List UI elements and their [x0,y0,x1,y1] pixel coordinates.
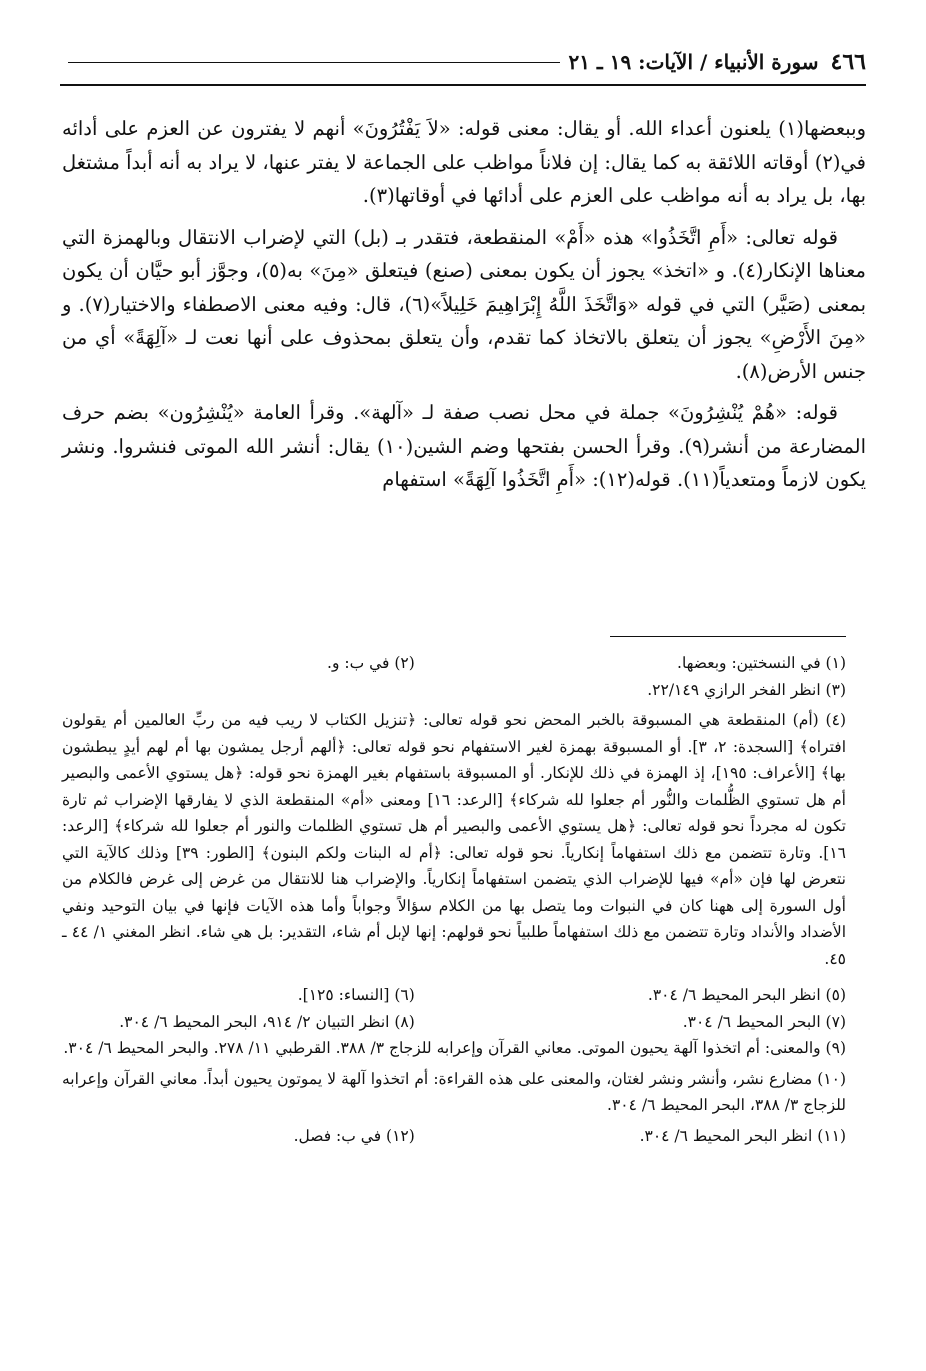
footnote-6: (٦) [النساء: ١٢٥]. [297,986,415,1004]
footnote-row [62,650,846,677]
footnote-8: (٨) انظر التبيان ٢/ ٩١٤، البحر المحيط ٦/ ٣٠٤. [119,1012,415,1031]
paragraph-1: وببعضها(١) يلعنون أعداء الله. أو يقال: معنى قوله: «لاَ يَفْتُرُونَ» أنهم لا يفترون عن العزم على أدائه في(٢) أوقاته اللائقة به كما يقال: إن فلاناً مواظب على الجماعة لا يفتر عنها، لا يراد به أنه أبداً مشتغل بها، بل يراد به أنه مواظب على العزم على أدائها في أوقاتها(٣). [62,117,866,207]
footnote-12: (١٢) في ب: فصل. [293,1126,415,1145]
footnote-3: (٣) انظر الفخر الرازي ٢٢/١٤٩. [647,680,846,699]
footnote-row [62,1123,846,1150]
page-number: ٤٦٦ [830,49,866,75]
header-rule [68,62,560,63]
page-header [60,40,866,86]
main-text [62,112,866,505]
chapter-title: سورة الأنبياء / الآيات: ١٩ ـ ٢١ [568,50,819,74]
footnote-1: (١) في النسختين: وبعضها. [677,654,846,672]
paragraph-2: قوله تعالى: «أَمِ اتَّخَذُوا» هذه «أَمْ» المنقطعة، فتقدر بـ (بل) التي لإضراب الانتقال وبالهمزة التي معناها الإنكار(٤). و «اتخذ» يجوز أن يكون بمعنى (صنع) فيتعلق «مِنَ» به(٥)، وجوَّز أبو حيَّان أن يكون بمعنى (صَيَّر) التي في قوله «وَاتَّخَذَ اللَّهُ إِبْرَاهِيمَ خَلِيلاً»(٦)، قال: وفيه معنى الاصطفاء والاختيار(٧). و «مِنَ الأَرْضِ» يجوز أن يتعلق بالاتخاذ كما تقدم، وأن يتعلق بمحذوف على أنها نعت لـ «آلِهَةً» أي من جنس الأرض(٨). [62,225,866,383]
footnote-11: (١١) انظر البحر المحيط ٦/ ٣٠٤. [639,1126,846,1145]
footnote-5: (٥) انظر البحر المحيط ٦/ ٣٠٤. [647,986,846,1004]
footnote-4: (٤) (أم) المنقطعة هي المسبوقة بالخبر المحض نحو قوله تعالى: ﴿تنزيل الكتاب لا ريب فيه من ربِّ العالمين أم يقولون افتراه﴾ [السجدة: ٢، ٣]. أو المسبوقة بهمزة لغير الاستفهام نحو قوله تعالى: ﴿ألهم أرجل يمشون بها أم لهم أيدٍ يبطشون بها﴾ [الأعراف: ١٩٥]، إذ الهمزة في ذلك للإنكار. أو المسبوقة باستفهام بغير الهمزة نحو قوله: ﴿هل يستوي الأعمى والبصير أم هل تستوي الظُّلمات والنُّور أم جعلوا لله شركاء﴾ [الرعد: ١٦] ومعنى «أم» المنقطعة الذي لا يفارقها الإضراب ثم تارة تكون له مجرداً نحو قوله تعالى: ﴿هل يستوي الأعمى والبصير أم هل تستوي الظلمات والنور أم جعلوا لله شركاء﴾ [الرعد: ١٦]. وتارة تتضمن مع ذلك استفهاماً إنكارياً. نحو قوله تعالى: ﴿أم له البنات ولكم البنون﴾ [الطور: ٣٩] وذلك كالآية التي نتعرض لها فإن «أم» فيها للإضراب الذي يتضمن استفهاماً إنكارياً. والإضراب هنا للانتقال من غرض إلى غرض فالكلام من أول السورة إلى ههنا كان في النبوات وما يتصل بها من الكلام سؤالاً وجواباً وأما هذه الآيات فإنها في بيان التوحيد ونفي الأضداد والأنداد وتارة تتضمن مع ذلك استفهاماً طلبياً نحو قولهم: إنها لإبل أم شاء، التقدير: بل هي شاء. انظر المغني ١/ ٤٤ ـ ٤٥. [62,711,847,968]
footnote-separator [610,636,846,637]
footnote-7: (٧) البحر المحيط ٦/ ٣٠٤. [682,1012,846,1031]
footnote-row [62,982,846,1009]
paragraph-3: قوله: «هُمْ يُنْشِرُونَ» جملة في محل نصب صفة لـ «آلهة». وقرأ العامة «يُنْشِرُون» بضم حرف المضارعة من أنشر(٩). وقرأ الحسن بفتحها وضم الشين(١٠) يقال: أنشر الله الموتى فنشروا. ونشر يكون لازماً ومتعدياً(١١). قوله(١٢): «أَمِ اتَّخَذُوا آلِهَةً» استفهام [62,401,866,491]
footnote-10: (١٠) مضارع نشر، وأنشر ونشر لغتان، والمعنى على هذه القراءة: أم اتخذوا آلهة لا يموتون يحيون أبداً. معاني القرآن وإعرابه للزجاج ٣/ ٣٨٨، البحر المحيط ٦/ ٣٠٤. [62,1069,846,1114]
footnotes [62,650,846,1149]
footnote-9: (٩) والمعنى: أم اتخذوا آلهة يحيون الموتى. معاني القرآن وإعرابه للزجاج ٣/ ٣٨٨. القرطبي ١١/ ٢٧٨. والبحر المحيط ٦/ ٣٠٤. [63,1039,846,1057]
footnote-row [62,1009,846,1036]
footnote-2: (٢) في ب: و. [327,654,415,672]
header-title-group [60,50,819,74]
